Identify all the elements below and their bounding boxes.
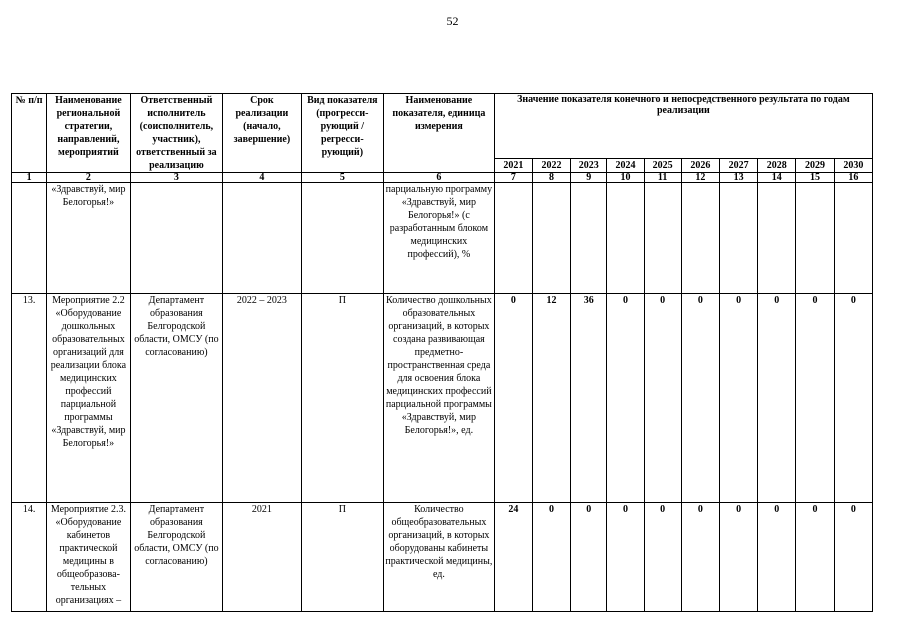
- header-year: 2029: [796, 159, 834, 173]
- header-num: № п/п: [12, 94, 47, 173]
- column-number: 7: [494, 173, 532, 183]
- column-number: 4: [223, 173, 301, 183]
- row-value: 0: [719, 503, 757, 612]
- row-period: 2022 – 2023: [223, 294, 301, 503]
- column-number: 14: [758, 173, 796, 183]
- column-number: 15: [796, 173, 834, 183]
- row-value: 0: [834, 294, 872, 503]
- row-num: 14.: [12, 503, 47, 612]
- row-value: 0: [796, 294, 834, 503]
- row-indicator-name: Количество общеобразовательных организаций, в которых оборудованы кабинеты практической медицины, ед.: [384, 503, 495, 612]
- row-value: 0: [571, 503, 607, 612]
- column-number: 5: [301, 173, 383, 183]
- row-value: [494, 183, 532, 294]
- header-row: [12, 94, 873, 159]
- row-indicator-type: [301, 183, 383, 294]
- row-value: 0: [607, 503, 644, 612]
- row-indicator-name: парциальную программу «Здравствуй, мир Белогорья!» (с разработанным блоком медицинских профессий), %: [384, 183, 495, 294]
- row-value: 12: [532, 294, 570, 503]
- column-number: 3: [130, 173, 223, 183]
- row-value: [571, 183, 607, 294]
- row-value: [758, 183, 796, 294]
- column-number-row: [12, 173, 873, 183]
- row-value: [796, 183, 834, 294]
- row-value: 0: [796, 503, 834, 612]
- header-year: 2028: [758, 159, 796, 173]
- table-row: [12, 503, 873, 612]
- row-responsible: Департамент образования Белгородской области, ОМСУ (по согласованию): [130, 503, 223, 612]
- column-number: 6: [384, 173, 495, 183]
- row-value: [681, 183, 719, 294]
- row-indicator-type: П: [301, 294, 383, 503]
- row-responsible: [130, 183, 223, 294]
- table-row: [12, 183, 873, 294]
- row-indicator-name: Количество дошкольных образовательных организаций, в которых создана развивающая предметно-пространственная среда для освоения блока медицинских профессий парциальной программы «Здравствуй, мир Белогорья!», ед.: [384, 294, 495, 503]
- column-number: 8: [532, 173, 570, 183]
- header-year: 2024: [607, 159, 644, 173]
- row-responsible: Департамент образования Белгородской области, ОМСУ (по согласованию): [130, 294, 223, 503]
- header-year: 2030: [834, 159, 872, 173]
- row-period: 2021: [223, 503, 301, 612]
- indicators-table: [11, 93, 873, 612]
- row-num: 13.: [12, 294, 47, 503]
- header-responsible: Ответственный исполнитель (соисполнитель, участник), ответственный за реализацию: [130, 94, 223, 173]
- header-values-group: Значение показателя конечного и непосредственного результата по годам реализации: [494, 94, 872, 159]
- header-indicator-type: Вид показателя (прогресси-рующий / регресси-рующий): [301, 94, 383, 173]
- column-number: 1: [12, 173, 47, 183]
- row-value: 0: [644, 503, 681, 612]
- row-value: [607, 183, 644, 294]
- row-value: [719, 183, 757, 294]
- row-name: Мероприятие 2.2 «Оборудование дошкольных образовательных организаций для реализации блока медицинских профессий парциальной программы «Здравствуй, мир Белогорья!»: [47, 294, 130, 503]
- column-number: 9: [571, 173, 607, 183]
- row-value: 0: [834, 503, 872, 612]
- header-year: 2023: [571, 159, 607, 173]
- header-year: 2022: [532, 159, 570, 173]
- header-indicator-name: Наименование показателя, единица измерения: [384, 94, 495, 173]
- row-value: 0: [644, 294, 681, 503]
- row-value: [644, 183, 681, 294]
- column-number: 2: [47, 173, 130, 183]
- row-value: [834, 183, 872, 294]
- row-name: Мероприятие 2.3. «Оборудование кабинетов практической медицины в общеобразова-тельных организациях –: [47, 503, 130, 612]
- row-value: 0: [681, 294, 719, 503]
- column-number: 10: [607, 173, 644, 183]
- row-value: 0: [607, 294, 644, 503]
- row-value: 0: [758, 503, 796, 612]
- row-value: 0: [681, 503, 719, 612]
- column-number: 11: [644, 173, 681, 183]
- row-value: 0: [532, 503, 570, 612]
- header-year: 2021: [494, 159, 532, 173]
- row-value: 36: [571, 294, 607, 503]
- row-value: 0: [758, 294, 796, 503]
- row-value: [532, 183, 570, 294]
- header-name: Наименование региональной стратегии, направлений, мероприятий: [47, 94, 130, 173]
- header-year: 2026: [681, 159, 719, 173]
- column-number: 12: [681, 173, 719, 183]
- table-row: [12, 294, 873, 503]
- row-value: 0: [719, 294, 757, 503]
- row-value: 0: [494, 294, 532, 503]
- row-name: «Здравствуй, мир Белогорья!»: [47, 183, 130, 294]
- header-year: 2027: [719, 159, 757, 173]
- row-indicator-type: П: [301, 503, 383, 612]
- page-number: 52: [446, 14, 459, 28]
- row-num: [12, 183, 47, 294]
- row-period: [223, 183, 301, 294]
- header-year: 2025: [644, 159, 681, 173]
- row-value: 24: [494, 503, 532, 612]
- column-number: 16: [834, 173, 872, 183]
- column-number: 13: [719, 173, 757, 183]
- header-period: Срок реализации (начало, завершение): [223, 94, 301, 173]
